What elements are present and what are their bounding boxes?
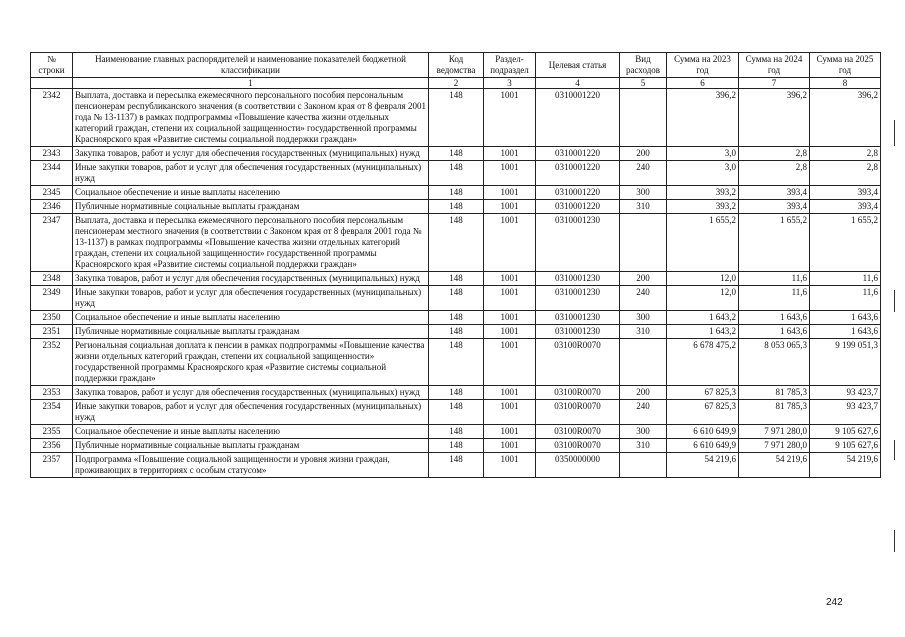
row-number-cell: 2343 — [31, 147, 73, 161]
page-number: 242 — [826, 597, 843, 608]
sum-2025-cell: 2,8 — [810, 161, 881, 186]
table-row — [31, 439, 881, 453]
sum-2023-cell: 396,2 — [667, 89, 739, 147]
target-article-cell: 0350000000 — [536, 453, 620, 478]
department-code-cell: 148 — [429, 214, 484, 272]
sum-2024-cell: 81 785,3 — [739, 400, 810, 425]
column-number: 1 — [73, 78, 429, 89]
table-row — [31, 200, 881, 214]
header-target-article: Целевая статья — [536, 53, 620, 78]
row-name-cell: Социальное обеспечение и иные выплаты населению — [73, 425, 429, 439]
row-number-cell: 2351 — [31, 325, 73, 339]
row-number-cell: 2352 — [31, 339, 73, 386]
table-row — [31, 325, 881, 339]
target-article-cell: 0310001230 — [536, 272, 620, 286]
expense-type-cell: 310 — [620, 439, 667, 453]
row-name-cell: Закупка товаров, работ и услуг для обеспечения государственных (муниципальных) нужд — [73, 147, 429, 161]
column-number: 4 — [536, 78, 620, 89]
section-cell: 1001 — [484, 161, 536, 186]
header-name: Наименование главных распорядителей и наименование показателей бюджетной классификации — [73, 53, 429, 78]
sum-2023-cell: 1 643,2 — [667, 325, 739, 339]
row-name-cell: Публичные нормативные социальные выплаты гражданам — [73, 439, 429, 453]
section-cell: 1001 — [484, 214, 536, 272]
target-article-cell: 0310001230 — [536, 214, 620, 272]
sum-2025-cell: 93 423,7 — [810, 386, 881, 400]
table-row — [31, 161, 881, 186]
target-article-cell: 0310001220 — [536, 89, 620, 147]
sum-2025-cell: 9 105 627,6 — [810, 439, 881, 453]
header-row-number: № строки — [31, 53, 73, 78]
department-code-cell: 148 — [429, 147, 484, 161]
expense-type-cell — [620, 453, 667, 478]
target-article-cell: 0310001220 — [536, 200, 620, 214]
sum-2024-cell: 1 643,6 — [739, 311, 810, 325]
table-header — [31, 53, 881, 89]
sum-2025-cell: 393,4 — [810, 186, 881, 200]
sum-2023-cell: 393,2 — [667, 200, 739, 214]
department-code-cell: 148 — [429, 325, 484, 339]
row-number-cell: 2350 — [31, 311, 73, 325]
department-code-cell: 148 — [429, 89, 484, 147]
row-name-cell: Выплата, доставка и пересылка ежемесячного персонального пособия персональным пенсионерам республиканского значения (в соответствии с Законом края от 8 февраля 2001 года № 13-1137) в рамках подпрограммы «Повышение качества жизни отдельных категорий граждан, степени их социальной защищенности» государственной программы Красноярского края «Развитие системы социальной поддержки граждан» — [73, 89, 429, 147]
row-number-cell: 2349 — [31, 286, 73, 311]
expense-type-cell: 300 — [620, 311, 667, 325]
department-code-cell: 148 — [429, 339, 484, 386]
sum-2023-cell: 6 610 649,9 — [667, 439, 739, 453]
row-name-cell: Региональная социальная доплата к пенсии в рамках подпрограммы «Повышение качества жизни отдельных категорий граждан, степени их социальной защищенности» государственной программы Красноярского края «Развитие системы социальной поддержки граждан» — [73, 339, 429, 386]
sum-2025-cell: 1 643,6 — [810, 311, 881, 325]
table-row — [31, 186, 881, 200]
row-number-cell: 2347 — [31, 214, 73, 272]
sum-2025-cell: 54 219,6 — [810, 453, 881, 478]
sum-2023-cell: 3,0 — [667, 161, 739, 186]
scan-mark — [894, 440, 895, 460]
table-row — [31, 386, 881, 400]
target-article-cell: 0310001230 — [536, 311, 620, 325]
row-number-cell: 2346 — [31, 200, 73, 214]
sum-2025-cell: 11,6 — [810, 272, 881, 286]
sum-2023-cell: 67 825,3 — [667, 400, 739, 425]
sum-2024-cell: 8 053 065,3 — [739, 339, 810, 386]
table-row — [31, 425, 881, 439]
section-cell: 1001 — [484, 286, 536, 311]
section-cell: 1001 — [484, 186, 536, 200]
expense-type-cell: 200 — [620, 386, 667, 400]
target-article-cell: 0310001230 — [536, 286, 620, 311]
sum-2025-cell: 9 199 051,3 — [810, 339, 881, 386]
row-name-cell: Подпрограмма «Повышение социальной защищенности и уровня жизни граждан, проживающих в территориях с особым статусом» — [73, 453, 429, 478]
table-row — [31, 272, 881, 286]
column-number: 5 — [620, 78, 667, 89]
sum-2024-cell: 1 655,2 — [739, 214, 810, 272]
department-code-cell: 148 — [429, 453, 484, 478]
department-code-cell: 148 — [429, 400, 484, 425]
scan-mark — [894, 120, 895, 146]
section-cell: 1001 — [484, 386, 536, 400]
department-code-cell: 148 — [429, 425, 484, 439]
column-number: 2 — [429, 78, 484, 89]
row-name-cell: Иные закупки товаров, работ и услуг для обеспечения государственных (муниципальных) нужд — [73, 400, 429, 425]
header-row — [31, 53, 881, 78]
expense-type-cell: 300 — [620, 425, 667, 439]
row-name-cell: Социальное обеспечение и иные выплаты населению — [73, 311, 429, 325]
table-row — [31, 311, 881, 325]
table-body — [31, 89, 881, 478]
header-sum-2024: Сумма на 2024 год — [739, 53, 810, 78]
section-cell: 1001 — [484, 339, 536, 386]
department-code-cell: 148 — [429, 311, 484, 325]
row-number-cell: 2345 — [31, 186, 73, 200]
target-article-cell: 03100R0070 — [536, 339, 620, 386]
sum-2023-cell: 12,0 — [667, 272, 739, 286]
section-cell: 1001 — [484, 425, 536, 439]
target-article-cell: 03100R0070 — [536, 400, 620, 425]
row-number-cell: 2355 — [31, 425, 73, 439]
header-department-code: Код ведомства — [429, 53, 484, 78]
row-name-cell: Социальное обеспечение и иные выплаты населению — [73, 186, 429, 200]
header-sum-2023: Сумма на 2023 год — [667, 53, 739, 78]
section-cell: 1001 — [484, 311, 536, 325]
expense-type-cell: 240 — [620, 286, 667, 311]
row-name-cell: Публичные нормативные социальные выплаты гражданам — [73, 325, 429, 339]
table-row — [31, 400, 881, 425]
sum-2024-cell: 2,8 — [739, 161, 810, 186]
row-number-cell: 2357 — [31, 453, 73, 478]
sum-2025-cell: 2,8 — [810, 147, 881, 161]
sum-2023-cell: 6 678 475,2 — [667, 339, 739, 386]
sum-2023-cell: 393,2 — [667, 186, 739, 200]
scan-mark — [894, 530, 895, 552]
row-name-cell: Закупка товаров, работ и услуг для обеспечения государственных (муниципальных) нужд — [73, 272, 429, 286]
department-code-cell: 148 — [429, 439, 484, 453]
sum-2024-cell: 7 971 280,0 — [739, 439, 810, 453]
expense-type-cell — [620, 339, 667, 386]
table-row — [31, 286, 881, 311]
sum-2023-cell: 1 655,2 — [667, 214, 739, 272]
sum-2023-cell: 1 643,2 — [667, 311, 739, 325]
expense-type-cell: 240 — [620, 161, 667, 186]
expense-type-cell: 310 — [620, 200, 667, 214]
row-name-cell: Выплата, доставка и пересылка ежемесячного персонального пособия персональным пенсионерам местного значения (в соответствии с Законом края от 8 февраля 2001 года № 13-1137) в рамках подпрограммы «Повышение качества жизни отдельных категорий граждан, степени их социальной защищенности» государственной программы Красноярского края «Развитие системы социальной поддержки граждан» — [73, 214, 429, 272]
section-cell: 1001 — [484, 200, 536, 214]
column-number: 7 — [739, 78, 810, 89]
expense-type-cell: 200 — [620, 147, 667, 161]
table-row — [31, 453, 881, 478]
section-cell: 1001 — [484, 453, 536, 478]
target-article-cell: 0310001220 — [536, 161, 620, 186]
budget-table-container — [30, 52, 880, 478]
target-article-cell: 03100R0070 — [536, 439, 620, 453]
sum-2024-cell: 2,8 — [739, 147, 810, 161]
section-cell: 1001 — [484, 89, 536, 147]
department-code-cell: 148 — [429, 286, 484, 311]
header-section: Раздел-подраздел — [484, 53, 536, 78]
budget-table — [30, 52, 881, 478]
row-number-cell: 2356 — [31, 439, 73, 453]
row-name-cell: Закупка товаров, работ и услуг для обеспечения государственных (муниципальных) нужд — [73, 386, 429, 400]
sum-2024-cell: 396,2 — [739, 89, 810, 147]
sum-2025-cell: 93 423,7 — [810, 400, 881, 425]
header-sum-2025: Сумма на 2025 год — [810, 53, 881, 78]
table-row — [31, 147, 881, 161]
expense-type-cell: 300 — [620, 186, 667, 200]
sum-2024-cell: 81 785,3 — [739, 386, 810, 400]
section-cell: 1001 — [484, 400, 536, 425]
sum-2023-cell: 12,0 — [667, 286, 739, 311]
sum-2025-cell: 9 105 627,6 — [810, 425, 881, 439]
column-number: 8 — [810, 78, 881, 89]
department-code-cell: 148 — [429, 272, 484, 286]
expense-type-cell — [620, 89, 667, 147]
expense-type-cell — [620, 214, 667, 272]
row-number-cell: 2354 — [31, 400, 73, 425]
row-name-cell: Иные закупки товаров, работ и услуг для обеспечения государственных (муниципальных) нужд — [73, 286, 429, 311]
sum-2024-cell: 11,6 — [739, 272, 810, 286]
header-expense-type: Вид расходов — [620, 53, 667, 78]
target-article-cell: 03100R0070 — [536, 425, 620, 439]
row-number-cell: 2342 — [31, 89, 73, 147]
row-number-cell: 2353 — [31, 386, 73, 400]
sum-2024-cell: 393,4 — [739, 186, 810, 200]
section-cell: 1001 — [484, 272, 536, 286]
sum-2025-cell: 1 643,6 — [810, 325, 881, 339]
sum-2025-cell: 396,2 — [810, 89, 881, 147]
sum-2025-cell: 393,4 — [810, 200, 881, 214]
target-article-cell: 0310001220 — [536, 147, 620, 161]
sum-2024-cell: 11,6 — [739, 286, 810, 311]
table-row — [31, 339, 881, 386]
department-code-cell: 148 — [429, 161, 484, 186]
row-name-cell: Иные закупки товаров, работ и услуг для обеспечения государственных (муниципальных) нужд — [73, 161, 429, 186]
table-row — [31, 214, 881, 272]
section-cell: 1001 — [484, 439, 536, 453]
column-number — [31, 78, 73, 89]
row-name-cell: Публичные нормативные социальные выплаты гражданам — [73, 200, 429, 214]
table-row — [31, 89, 881, 147]
section-cell: 1001 — [484, 325, 536, 339]
column-number: 3 — [484, 78, 536, 89]
row-number-cell: 2344 — [31, 161, 73, 186]
expense-type-cell: 240 — [620, 400, 667, 425]
sum-2024-cell: 1 643,6 — [739, 325, 810, 339]
department-code-cell: 148 — [429, 386, 484, 400]
target-article-cell: 03100R0070 — [536, 386, 620, 400]
sum-2025-cell: 11,6 — [810, 286, 881, 311]
sum-2024-cell: 7 971 280,0 — [739, 425, 810, 439]
sum-2024-cell: 54 219,6 — [739, 453, 810, 478]
column-number: 6 — [667, 78, 739, 89]
department-code-cell: 148 — [429, 186, 484, 200]
expense-type-cell: 200 — [620, 272, 667, 286]
sum-2024-cell: 393,4 — [739, 200, 810, 214]
target-article-cell: 0310001230 — [536, 325, 620, 339]
expense-type-cell: 310 — [620, 325, 667, 339]
scan-mark — [894, 290, 895, 312]
target-article-cell: 0310001220 — [536, 186, 620, 200]
sum-2023-cell: 54 219,6 — [667, 453, 739, 478]
sum-2025-cell: 1 655,2 — [810, 214, 881, 272]
sum-2023-cell: 3,0 — [667, 147, 739, 161]
sum-2023-cell: 6 610 649,9 — [667, 425, 739, 439]
sum-2023-cell: 67 825,3 — [667, 386, 739, 400]
row-number-cell: 2348 — [31, 272, 73, 286]
department-code-cell: 148 — [429, 200, 484, 214]
column-number-row — [31, 78, 881, 89]
section-cell: 1001 — [484, 147, 536, 161]
